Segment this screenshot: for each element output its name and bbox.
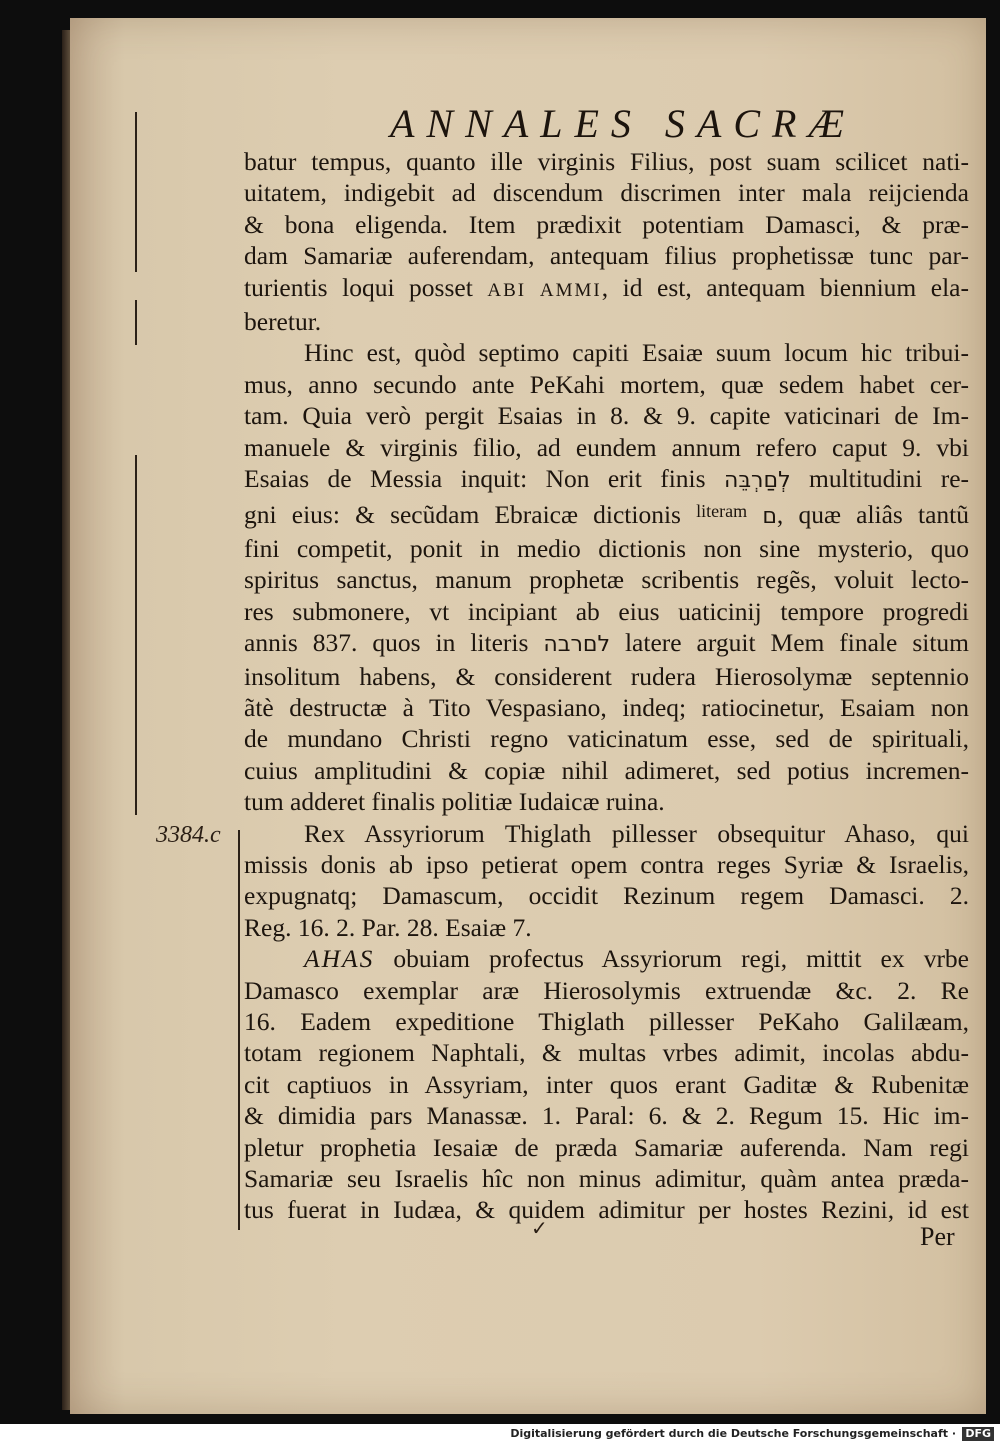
text-segment: turientis loqui posset <box>244 272 473 302</box>
text-line: expugnatq; Damascum, occidit Rezinum regem Damasci. 2. <box>244 881 969 911</box>
text-line: res submonere, vt incipiant ab eius uaticinij tempore progredi <box>244 596 969 626</box>
text-segment: multitudini re- <box>808 464 969 494</box>
small-caps-name: ABI AMMI <box>487 279 602 301</box>
text-line: missis donis ab ipso petierat opem contra reges Syriæ & Israelis, <box>244 849 969 879</box>
text-line: spiritus sanctus, manum prophetæ scribentis regẽs, voluit lecto- <box>244 565 969 595</box>
text-line <box>244 496 969 532</box>
text-line: Damasco exemplar aræ Hierosolymis extruendæ &c. 2. Re <box>244 975 969 1005</box>
text-line: tus fuerat in Iudæa, & quidem adimitur per hostes Rezini, id est <box>244 1195 969 1225</box>
text-line <box>244 463 969 496</box>
text-line: insolitum habens, & considerent rudera Hierosolymæ septennio <box>244 661 969 691</box>
margin-note: 3384.c <box>156 822 221 848</box>
text-line: & dimidia pars Manassæ. 1. Paral: 6. & 2. Regum 15. Hic im- <box>244 1101 969 1131</box>
text-line: tam. Quia verò pergit Esaias in 8. & 9. capite vaticinari de Im- <box>244 401 969 431</box>
text-segment: annis 837. quos in literis <box>244 628 529 658</box>
text-line: uitatem, indigebit ad discendum discrimen inter mala reijcienda <box>244 178 969 208</box>
text-segment: obuiam profectus Assyriorum regi, mittit ex vrbe <box>374 944 969 974</box>
superscript-word: literam <box>696 501 748 522</box>
margin-rule <box>135 300 137 345</box>
margin-rule <box>135 455 137 815</box>
dfg-logo-icon: DFG <box>962 1427 994 1441</box>
catchword: Per <box>920 1222 955 1251</box>
margin-rule <box>238 830 240 1230</box>
text-line: 16. Eadem expeditione Thiglath pillesser PeKaho Galilæam, <box>244 1006 969 1036</box>
text-line: de mundano Christi regno vaticinatum esse, sed de spirituali, <box>244 724 969 754</box>
text-line: dam Samariæ auferendam, antequam filius prophetissæ tunc par- <box>244 241 969 271</box>
text-line: mus, anno secundo ante PeKahi mortem, quæ sedem habet cer- <box>244 369 969 399</box>
text-line: Samariæ seu Israelis hîc non minus adimitur, quàm antea prædа- <box>244 1164 969 1193</box>
text-line: fini competit, ponit in medio dictionis non sine mysterio, quo <box>244 533 969 563</box>
hebrew-word: לְםַרְבֵּה <box>723 468 791 494</box>
printer-mark-icon: ✓ <box>531 1218 548 1240</box>
text-line: batur tempus, quanto ille virginis Filius, post suam scilicet nati- <box>244 147 969 176</box>
footer-bar <box>0 1424 1000 1444</box>
italic-name: AHAS <box>304 944 375 974</box>
text-line: Hinc est, quòd septimo capiti Esaiæ suum locum hic tribui- <box>304 338 969 368</box>
hebrew-word: לםרבה <box>543 632 610 658</box>
text-line: manuele & virginis filio, ad eundem annum refero caput 9. vbi <box>244 432 969 462</box>
text-line: beretur. <box>244 307 322 337</box>
text-line: Rex Assyriorum Thiglath pillesser obsequitur Ahaso, qui <box>304 818 969 848</box>
text-line: cit captiuos in Assyriam, inter quos erant Gaditæ & Rubenitæ <box>244 1069 969 1099</box>
text-line: pletur prophetia Iesaiæ de præda Samariæ auferenda. Nam regi <box>244 1132 969 1162</box>
text-line: tum adderet finalis politiæ Iudaicæ ruina. <box>244 787 665 817</box>
text-segment: , quæ aliâs tantũ <box>776 500 969 530</box>
text-line: Reg. 16. 2. Par. 28. Esaiæ 7. <box>244 912 532 942</box>
text-line: & bona eligenda. Item prædixit potentiam Damasci, & præ- <box>244 209 969 239</box>
text-line: totam regionem Naphtali, & multas vrbes adimit, incolas abdu- <box>244 1038 969 1068</box>
text-segment: , id est, antequam biennium ela- <box>601 272 969 302</box>
text-line <box>244 272 969 306</box>
text-segment: gni eius: & secũdam Ebraicæ dictionis <box>244 500 681 530</box>
footer-credit: Digitalisierung gefördert durch die Deutsche Forschungsgemeinschaft · <box>510 1427 956 1440</box>
body-text <box>244 146 969 1226</box>
text-line: cuius amplitudini & copiæ nihil adimeret, sed potius incremen- <box>244 755 969 785</box>
text-segment: Esaias de Messia inquit: Non erit finis <box>244 464 706 494</box>
text-segment: latere arguit Mem finale situm <box>624 628 969 658</box>
hebrew-letter: ם <box>762 504 777 530</box>
text-line <box>244 943 969 974</box>
margin-rule <box>135 112 137 272</box>
text-line: ãtè destructæ à Tito Vespasiano, indeq; ratiocinetur, Esaiam non <box>244 692 969 722</box>
running-head: ANNALES SACRÆ <box>390 101 857 146</box>
text-line <box>244 627 969 660</box>
